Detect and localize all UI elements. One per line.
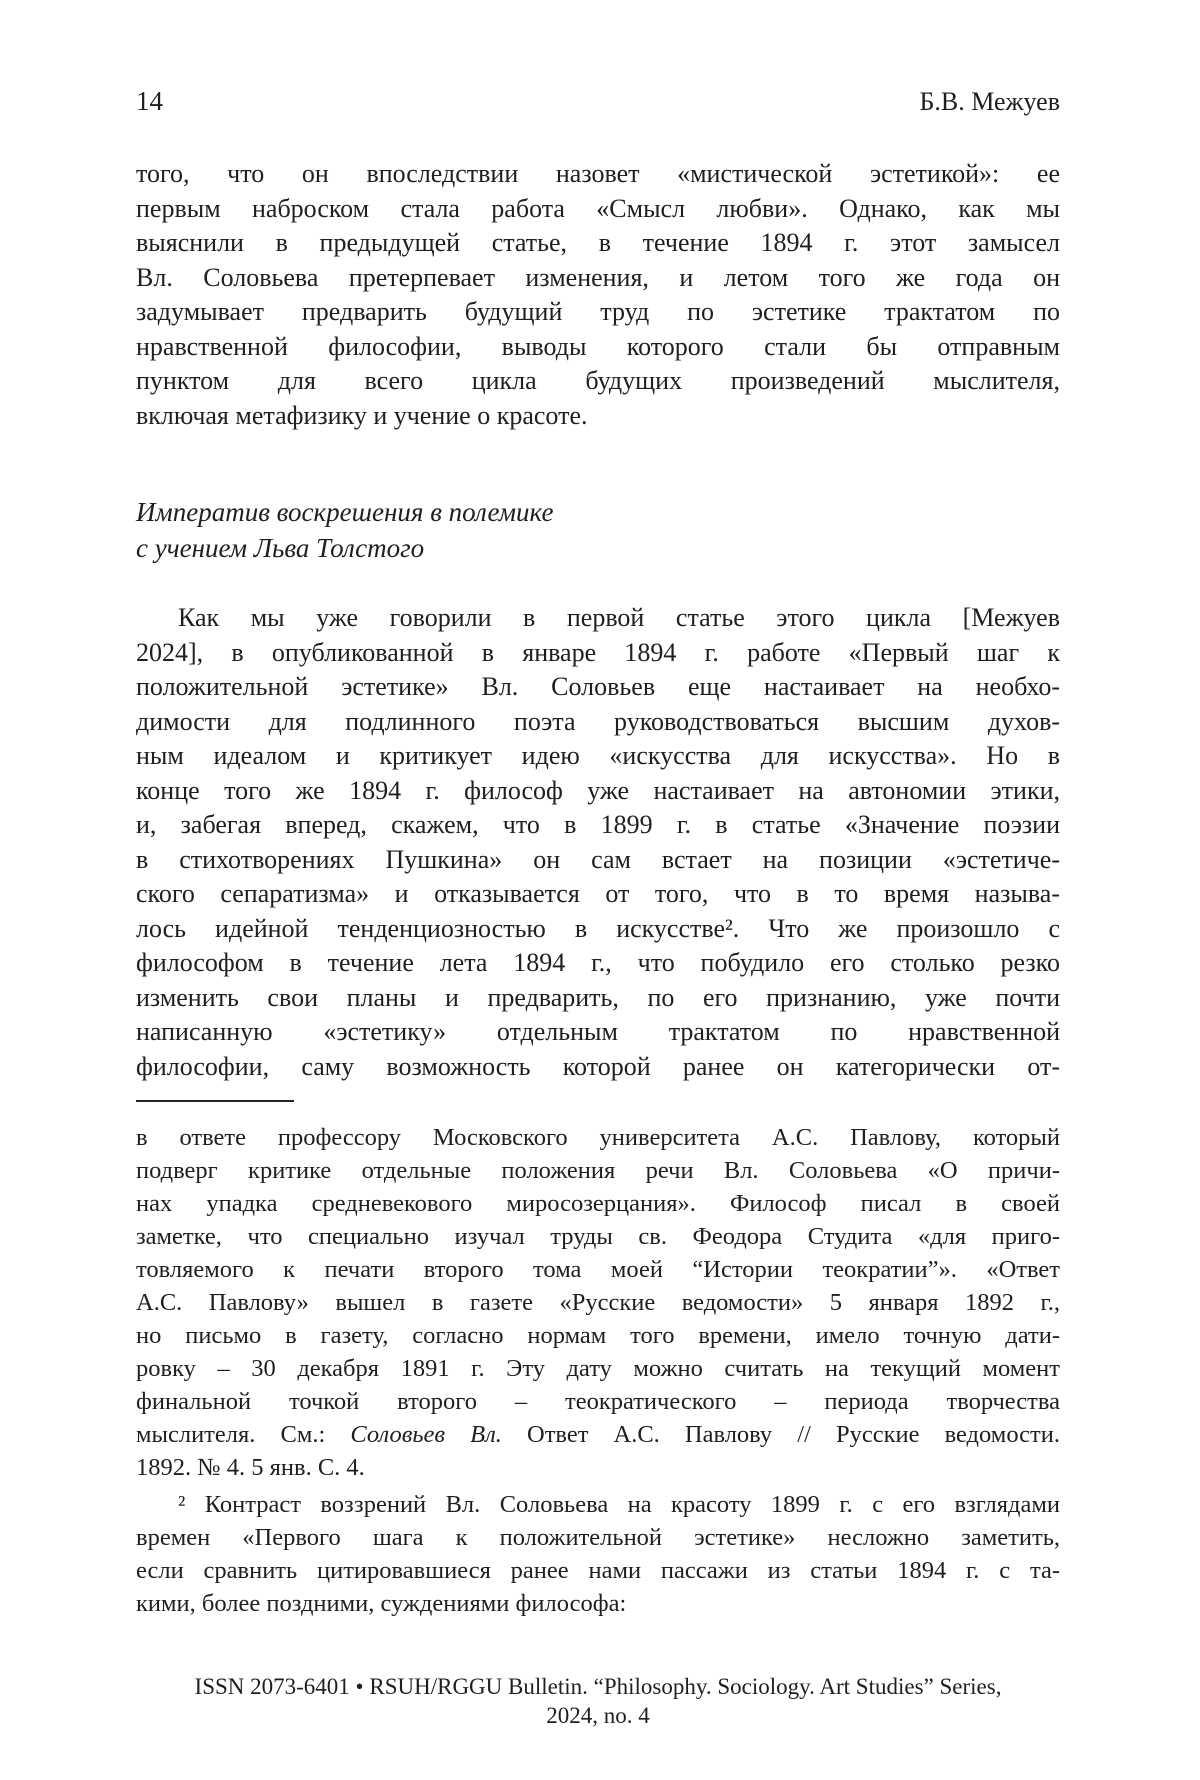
text-line: если сравнить цитировавшиеся ранее нами пассажи из статьи 1894 г. с та- <box>136 1557 1060 1584</box>
text-line: выяснили в предыдущей статье, в течение 1894 г. этот замысел <box>136 228 1060 257</box>
text-line: включая метафизику и учение о красоте. <box>136 400 588 430</box>
text-line: 2024], в опубликованной в январе 1894 г. работе «Первый шаг к <box>136 637 1060 667</box>
text-line: мыслителя. См.: Соловьев Вл. Ответ А.С. Павлову // Русские ведомости. <box>136 1421 1060 1448</box>
section-heading-line: с учением Льва Толстого <box>136 533 425 563</box>
section-heading <box>136 494 1060 566</box>
text-line: ² Контраст воззрений Вл. Соловьева на красоту 1899 г. с его взглядами <box>178 1491 1060 1518</box>
running-head-author: Б.В. Межуев <box>919 87 1060 116</box>
article-body <box>136 157 1060 1084</box>
text-line: в стихотворениях Пушкина» он сам встает на позиции «эстетиче- <box>136 844 1060 874</box>
text-line: ным идеалом и критикует идею «искусства для искусства». Но в <box>136 741 1060 770</box>
text-line: положительной эстетике» Вл. Соловьев еще настаивает на необхо- <box>136 672 1060 701</box>
text-line: заметке, что специально изучал труды св. Феодора Студита «для приго- <box>136 1223 1060 1250</box>
footnote-2 <box>136 1488 1060 1620</box>
text-line: А.С. Павлову» вышел в газете «Русские ведомости» 5 января 1892 г., <box>136 1289 1060 1316</box>
text-line: ровку – 30 декабря 1891 г. Эту дату можно считать на текущий момент <box>136 1355 1060 1382</box>
text-line: конце того же 1894 г. философ уже настаивает на автономии этики, <box>136 775 1060 805</box>
text-line: нравственной философии, выводы которого стали бы отправным <box>136 331 1060 361</box>
footnote-separator-rule <box>136 1100 294 1102</box>
journal-imprint-line2: 2024, no. 4 <box>546 1703 650 1728</box>
text-line: философом в течение лета 1894 г., что побудило его столько резко <box>136 948 1060 977</box>
text-line: димости для подлинного поэта руководствоваться высшим духов- <box>136 706 1060 736</box>
text-line: задумывает предварить будущий труд по эстетике трактатом по <box>136 297 1060 326</box>
text-line: товляемого к печати второго тома моей “Истории теократии”». «Ответ <box>136 1256 1060 1283</box>
journal-imprint-line1: ISSN 2073-6401 • RSUH/RGGU Bulletin. “Philosophy. Sociology. Art Studies” Series, <box>194 1674 1002 1699</box>
text-line: того, что он впоследствии назовет «мистической эстетикой»: ее <box>136 159 1060 188</box>
text-line: 1892. № 4. 5 янв. С. 4. <box>136 1454 365 1481</box>
journal-imprint <box>136 1672 1060 1730</box>
paragraph <box>136 601 1060 1084</box>
text-line: философии, саму возможность которой ранее он категорически от- <box>136 1051 1060 1081</box>
text-line: лось идейной тенденциозностью в искусстве². Что же произошло с <box>136 913 1060 943</box>
text-line: ского сепаратизма» и отказывается от того, что в то время называ- <box>136 879 1060 908</box>
paragraph-continuation <box>136 157 1060 433</box>
text-line: кими, более поздними, суждениями философа: <box>136 1590 627 1617</box>
text-line: Как мы уже говорили в первой статье этого цикла [Межуев <box>178 603 1060 632</box>
text-line: времен «Первого шага к положительной эстетике» несложно заметить, <box>136 1524 1060 1551</box>
text-line: финальной точкой второго – теократического – периода творчества <box>136 1388 1060 1415</box>
text-line: нах упадка средневекового миросозерцания». Философ писал в своей <box>136 1190 1060 1217</box>
running-head <box>136 88 1060 115</box>
text-line: пунктом для всего цикла будущих произведений мыслителя, <box>136 366 1060 395</box>
text-line: первым наброском стала работа «Смысл любви». Однако, как мы <box>136 193 1060 223</box>
text-line: Вл. Соловьева претерпевает изменения, и летом того же года он <box>136 262 1060 292</box>
section-heading-line: Императив воскрешения в полемике <box>136 497 554 527</box>
text-line: но письмо в газету, согласно нормам того времени, имело точную дати- <box>136 1322 1060 1349</box>
text-line: подверг критике отдельные положения речи Вл. Соловьева «О причи- <box>136 1157 1060 1184</box>
footnote-1-continuation <box>136 1121 1060 1484</box>
text-line: изменить свои планы и предварить, по его признанию, уже почти <box>136 982 1060 1012</box>
text-line: написанную «эстетику» отдельным трактатом по нравственной <box>136 1017 1060 1046</box>
text-line: в ответе профессору Московского университета А.С. Павлову, который <box>136 1124 1060 1151</box>
text-line: и, забегая вперед, скажем, что в 1899 г. в статье «Значение поэзии <box>136 810 1060 839</box>
footnotes-section <box>136 1121 1060 1620</box>
page-number: 14 <box>136 86 163 116</box>
